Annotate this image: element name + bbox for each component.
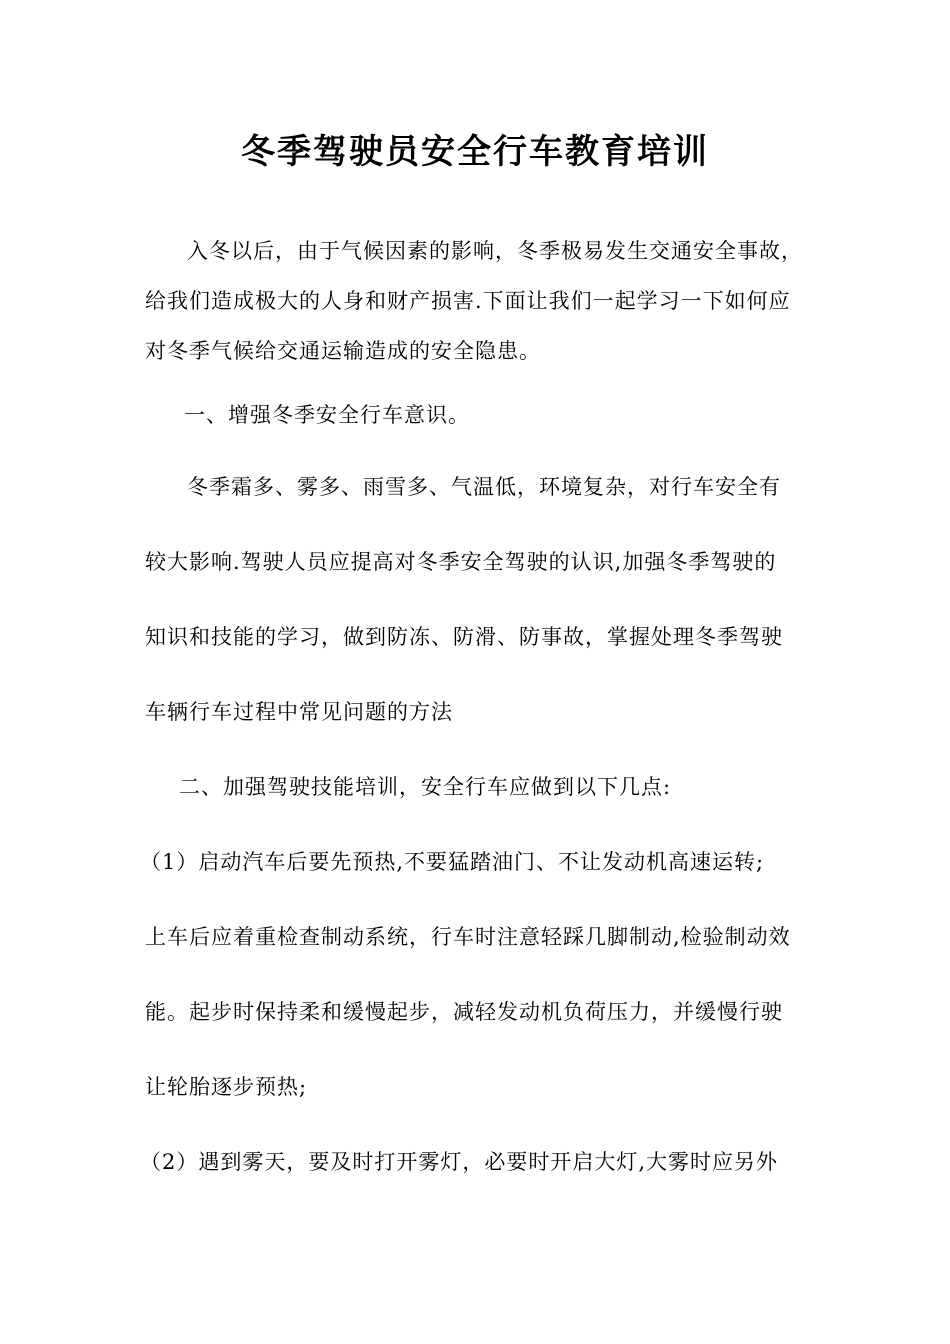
paragraph-line: 对冬季气候给交通运输造成的安全隐患。: [145, 339, 541, 363]
paragraph-line: 冬季霜多、雾多、雨雪多、气温低，环境复杂，对行车安全有: [187, 475, 781, 499]
paragraph-line: 给我们造成极大的人身和财产损害.下面让我们一起学习一下如何应: [145, 289, 791, 313]
paragraph-line: 车辆行车过程中常见问题的方法: [145, 700, 453, 724]
paragraph-line: 能。起步时保持柔和缓慢起步，减轻发动机负荷压力，并缓慢行驶: [145, 1000, 783, 1024]
paragraph-line: 让轮胎逐步预热;: [145, 1075, 308, 1099]
paragraph-line: 入冬以后，由于气候因素的影响，冬季极易发生交通安全事故，: [187, 239, 803, 263]
paragraph-line: 上车后应着重检查制动系统，行车时注意轻踩几脚制动,检验制动效: [145, 925, 791, 949]
section-heading: 一、增强冬季安全行车意识。: [184, 403, 470, 427]
section-heading: 二、加强驾驶技能培训，安全行车应做到以下几点:: [179, 775, 672, 799]
paragraph-line: 知识和技能的学习，做到防冻、防滑、防事故，掌握处理冬季驾驶: [145, 625, 783, 649]
document-title: 冬季驾驶员安全行车教育培训: [241, 132, 709, 172]
list-item-line: （1）启动汽车后要先预热,不要猛踏油门、不让发动机高速运转;: [140, 850, 765, 874]
list-item-line: （2）遇到雾天，要及时打开雾灯，必要时开启大灯,大雾时应另外: [140, 1150, 779, 1174]
paragraph-line: 较大影响.驾驶人员应提高对冬季安全驾驶的认识,加强冬季驾驶的: [145, 550, 777, 574]
